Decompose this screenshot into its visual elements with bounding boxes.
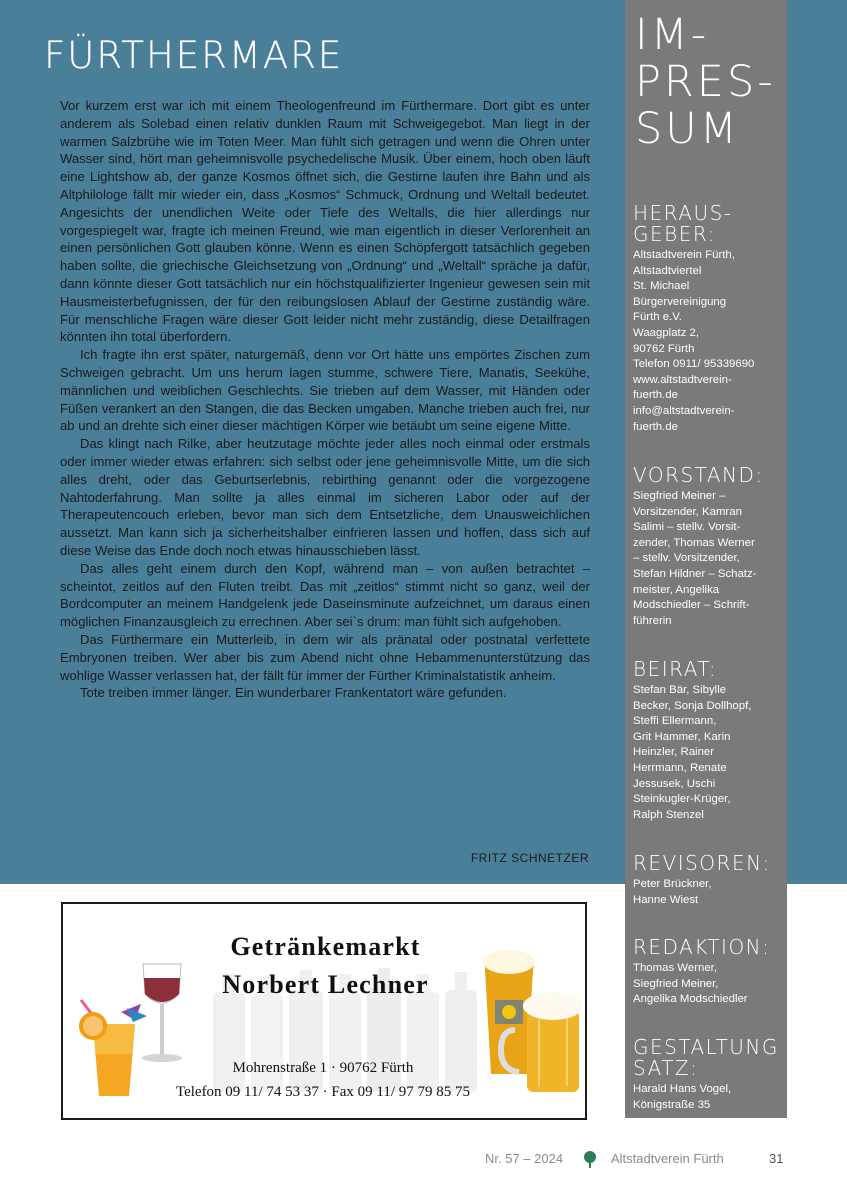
ad-phone: Telefon 09 11/ 74 53 37 · Fax 09 11/ 97 79 85 75 (175, 1084, 471, 1100)
getraenkemarkt-ad (61, 902, 587, 1120)
section-heading: GESTALTUNG SATZ: (633, 1035, 779, 1080)
impressum-section-beirat (633, 659, 783, 823)
impressum-section-gestaltung (633, 1037, 783, 1113)
section-text: Altstadtverein Fürth, Altstadtviertel St. Michael Bürgervereinigung Fürth e.V. Waagplatz 2, 90762 Fürth Telefon 0911/ 95339690 www.altstadtverein- fuerth.de info@altstadtverein- fuerth.de (633, 249, 755, 433)
organization-name: Altstadtverein Fürth (611, 1151, 724, 1166)
article-paragraph: Tote treiben immer länger. Ein wunderbarer Frankentatort wäre gefunden. (80, 685, 507, 701)
article-paragraph: Das alles geht einem durch den Kopf, während man – von außen betrachtet – scheintot, zeitlos auf den Fluten treibt. Das mit „zeitlos“ stimmt nicht so ganz, weil der Bordcomputer an meinem Handgelenk jede Daseinsminute aufzeichnet, um daraus einen möglichen Finanzausgleich zu errechnen. Aber sei`s drum: man fühlt sich aufgehoben. (60, 560, 590, 630)
tree-logo-icon (583, 1151, 597, 1169)
section-text: Harald Hans Vogel, Königstraße 35 (633, 1083, 732, 1111)
article-paragraph: Ich fragte ihn erst später, naturgemäß, denn vor Ort hätte uns empörtes Zischen zum Schweigen gebracht. Um uns herum lagen stumme, schwere Tiere, Manatis, Seekühe, männlichen und weiblichen Geschlechts. Sie trieben auf dem Wasser, mit Händen oder Füßen verankert an den Stangen, die das Becken umgaben. Manche trieben auch frei, nur ab und an drehte sich einer dieser mächtigen Körper wie betäubt um seine eigene Mitte. (60, 347, 590, 434)
section-heading: BEIRAT: (633, 657, 718, 681)
section-heading: REDAKTION: (633, 935, 771, 959)
impressum-section-herausgeber (633, 203, 783, 435)
article-body (60, 97, 590, 702)
page-number: 31 (769, 1151, 784, 1166)
section-heading: VORSTAND: (633, 463, 764, 487)
cocktail-glass-icon (79, 1000, 147, 1096)
section-text: Peter Brückner, Hanne Wiest (633, 878, 712, 906)
impressum-title: IM- PRES- SUM (635, 10, 776, 154)
ad-address: Mohrenstraße 1 · 90762 Fürth (232, 1060, 414, 1076)
impressum-section-revisoren (633, 853, 783, 908)
section-heading: REVISOREN: (633, 851, 771, 875)
section-text: Siegfried Meiner – Vorsitzender, Kamran Salimi – stellv. Vorsit- zender, Thomas Werner – stellv. Vorsitzender, Stefan Hildner – Schatz- meister, Angelika Modschiedler – Schrift- führerin (633, 490, 757, 627)
section-text: Stefan Bär, Sibylle Becker, Sonja Dollhopf, Steffi Ellermann, Grit Hammer, Karin Heinzler, Rainer Herrmann, Renate Jessusek, Uschi Steinkugler-Krüger, Ralph Stenzel (633, 684, 752, 821)
section-text: Thomas Werner, Siegfried Meiner, Angelika Modschiedler (633, 962, 748, 1006)
impressum-sidebar (625, 0, 787, 1118)
article-paragraph: Vor kurzem erst war ich mit einem Theologenfreund im Fürthermare. Dort gibt es unter anderem als Solebad einen relativ dunklen Raum mit Schweigegebot. Man liegt in der warmen Salzbrühe wie im Toten Meer. Man fühlt sich getragen und wenn die Ohren unter Wasser sind, hört man geheimnisvolle psychedelische Musik. Über einem, hoch oben läuft eine Lightshow ab, der ganze Kosmos öffnet sich, die Gestirne laufen ihre Bahn und als Altphilologe fällt mir wieder ein, dass „Kosmos“ Schmuck, Ordnung und Weltall bedeutet. Angesichts der unendlichen Weite oder Tiefe des Weltalls, die hier allerdings nur vorgespiegelt war, fragte ich meinen Freund, wie man eigentlich in dieser Verlorenheit an einen persönlichen Gott glauben könne. Wenn es einen Schöpfergott tatsächlich gegeben haben sollte, die griechische Gleichsetzung von „Ordnung“ und „Weltall“ spräche ja dafür, dann könnte dieser Gott tatsächlich nur ein höchstqualifizierter Ingenieur gewesen sein mit Hausmeisterbefugnissen, der für den reibungslosen Ablauf der Gestirne zuständig wäre. Für menschliche Fragen wäre dieser Gott leider nicht mehr zuständig, diese Detailfragen könnten ihn total überfordern. (60, 98, 590, 345)
article-title: FÜRTHERMARE (44, 34, 344, 77)
article-author: FRITZ SCHNETZER (470, 851, 589, 865)
section-heading: HERAUS- GEBER: (633, 201, 733, 246)
page-footer (0, 1151, 847, 1171)
issue-number: Nr. 57 – 2024 (485, 1151, 564, 1166)
article-paragraph: Das Fürthermare ein Mutterleib, in dem wir als pränatal oder postnatal verfettete Embryonen treiben. Wer aber bis zum Abend nicht ohne Hebammenunterstützung das wohlige Wasser verlassen hat, der fällt für immer der Fürther Kriminalstatistik anheim. (60, 631, 590, 683)
ad-business-name: Getränkemarkt Norbert Lechner (222, 932, 429, 999)
impressum-section-vorstand (633, 465, 783, 629)
article-paragraph: Das klingt nach Rilke, aber heutzutage möchte jeder alles noch einmal oder erstmals oder immer wieder etwas erfahren: sich selbst oder jene geheimnisvolle Mitte, um die sich alles dreht, oder das Geburtserlebnis, rebirthing genannt oder die vorgezogene Nahtoderfahrung. Man sollte ja alles einmal im sicheren Labor oder auf der Therapeutencouch erleben, bevor man sich dem Entsetzliche, dem Unausweichlichen aussetzt. Man kann sich ja sicherheitshalber einfrieren lassen und hoffen, dass sich auf diese Weise das Ende doch noch etwas hinausschieben lässt. (60, 436, 590, 558)
impressum-section-redaktion (633, 937, 783, 1008)
